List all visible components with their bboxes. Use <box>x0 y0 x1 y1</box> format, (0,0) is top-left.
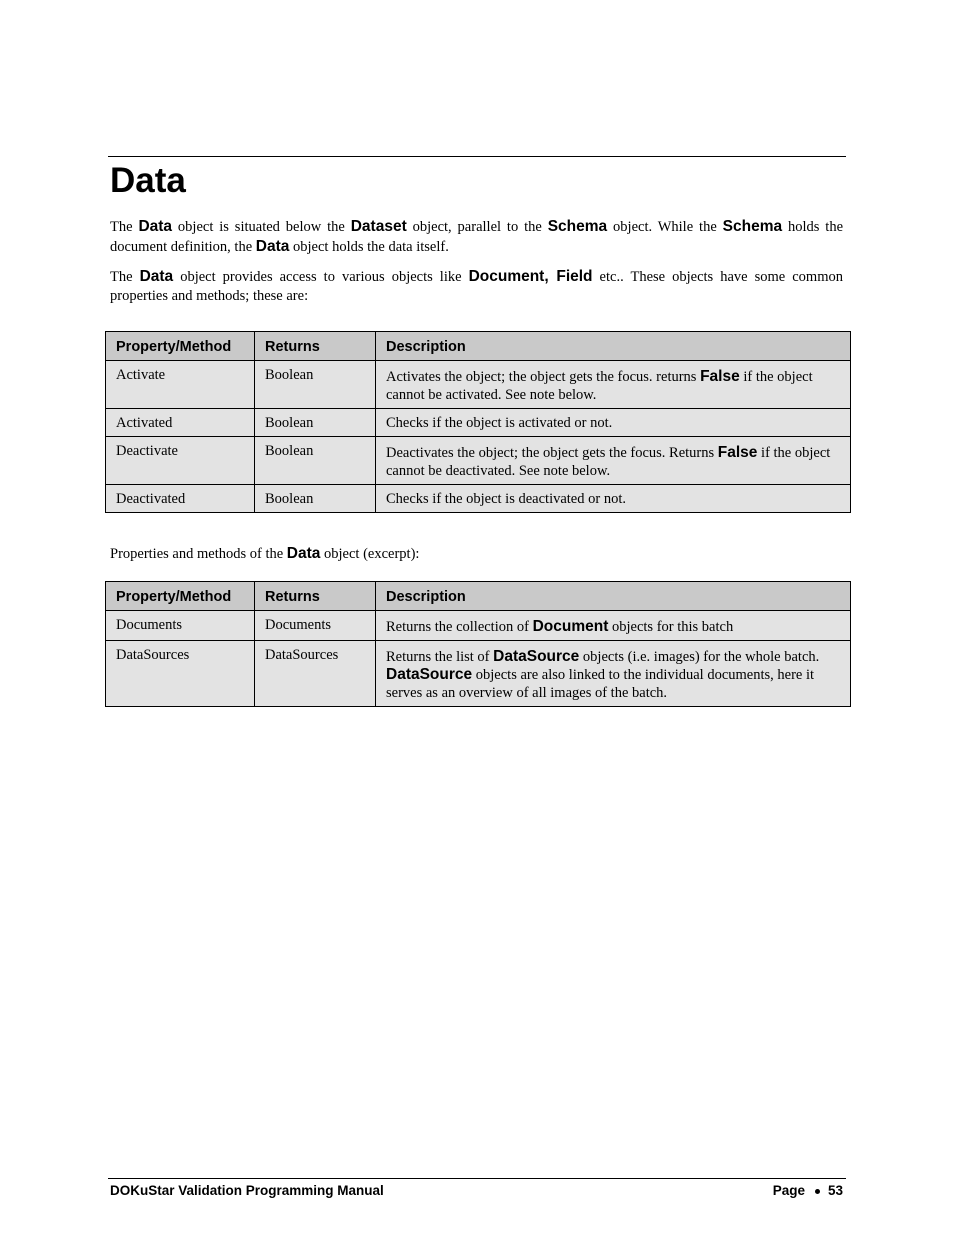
property-name: Deactivated <box>106 485 255 513</box>
description: Returns the list of DataSource objects (i.e. images) for the whole batch. DataSource objects are also linked to the individual documents, here it serves as an overview of all images of the batch. <box>376 641 851 707</box>
footer-rule <box>108 1178 846 1179</box>
description: Checks if the object is deactivated or not. <box>376 485 851 513</box>
intro-paragraph: The Data object is situated below the Dataset object, parallel to the Schema object. While the Schema holds the document definition, the Data object holds the data itself. <box>110 218 844 255</box>
table-row <box>106 437 851 485</box>
property-name: DataSources <box>106 641 255 707</box>
return-type: Boolean <box>255 485 376 513</box>
data-object-properties-table <box>105 581 851 707</box>
footer-page-number <box>773 1182 843 1199</box>
objects-paragraph: The Data object provides access to various objects like Document, Field etc.. These objects have some common properties and methods; these are: <box>110 268 843 304</box>
description: Activates the object; the object gets the focus. returns False if the object cannot be activated. See note below. <box>376 361 851 409</box>
column-header: Returns <box>255 332 376 361</box>
return-type: Documents <box>255 611 376 641</box>
table-row <box>106 485 851 513</box>
description: Deactivates the object; the object gets the focus. Returns False if the object cannot be deactivated. See note below. <box>376 437 851 485</box>
footer-manual-title: DOKuStar Validation Programming Manual <box>110 1183 384 1198</box>
return-type: Boolean <box>255 437 376 485</box>
column-header: Property/Method <box>106 582 255 611</box>
description: Returns the collection of Document objects for this batch <box>376 611 851 641</box>
page-title: Data <box>110 161 186 200</box>
property-name: Activated <box>106 409 255 437</box>
page-number: 53 <box>827 1183 843 1198</box>
return-type: DataSources <box>255 641 376 707</box>
table-row <box>106 361 851 409</box>
page-label: Page <box>772 1183 805 1198</box>
table-row <box>106 611 851 641</box>
title-rule <box>108 156 846 157</box>
property-name: Activate <box>106 361 255 409</box>
table-header-row <box>106 332 851 361</box>
column-header: Property/Method <box>106 332 255 361</box>
description: Checks if the object is activated or not. <box>376 409 851 437</box>
bullet-icon <box>815 1189 820 1194</box>
return-type: Boolean <box>255 361 376 409</box>
column-header: Returns <box>255 582 376 611</box>
property-name: Deactivate <box>106 437 255 485</box>
table-row <box>106 641 851 707</box>
column-header: Description <box>376 332 851 361</box>
return-type: Boolean <box>255 409 376 437</box>
column-header: Description <box>376 582 851 611</box>
table-header-row <box>106 582 851 611</box>
table-row <box>106 409 851 437</box>
property-name: Documents <box>106 611 255 641</box>
common-properties-table <box>105 331 851 513</box>
table-caption: Properties and methods of the Data object (excerpt): <box>110 545 420 562</box>
